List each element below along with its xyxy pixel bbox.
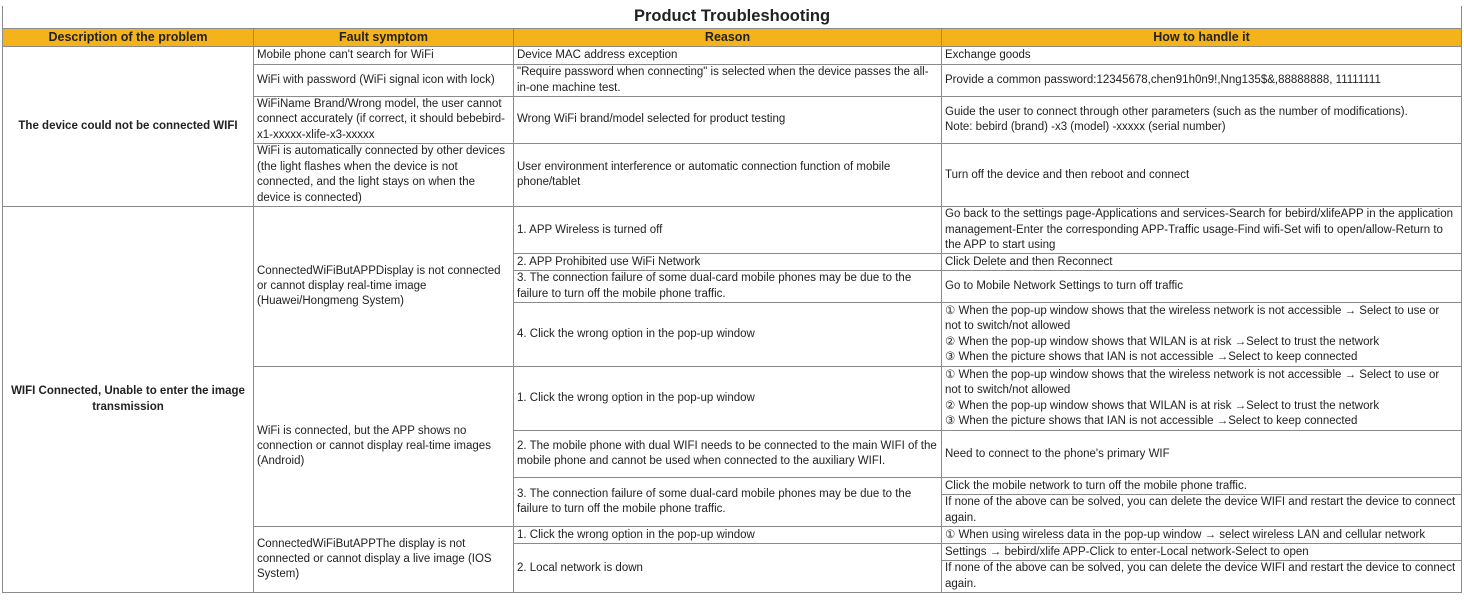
- reason-cell: 2. The mobile phone with dual WIFI needs to be connected to the main WIFI of the mobile phone and cannot be used when connected to the auxiliary WIFI.: [514, 431, 942, 478]
- handle-cell: [942, 97, 1462, 144]
- handle-line: ③ When the picture shows that IAN is not accessible →Select to keep connected: [945, 351, 1358, 364]
- handle-cell: Exchange goods: [942, 47, 1462, 65]
- reason-cell: 3. The connection failure of some dual-card mobile phones may be due to the failure to turn off the mobile phone traffic.: [514, 478, 942, 527]
- header-symptom: Fault symptom: [254, 29, 514, 47]
- handle-cell: Settings → bebird/xlife APP-Click to enter-Local network-Select to open: [942, 544, 1462, 561]
- problem-category: The device could not be connected WIFI: [3, 47, 254, 207]
- symptom-cell: WiFi is automatically connected by other devices (the light flashes when the device is not connected, and the light stays on when the device is connected): [254, 144, 514, 207]
- handle-line: ① When the pop-up window shows that the wireless network is not accessible → Select to use or not to switch/not allowed: [945, 304, 1440, 333]
- reason-cell: 3. The connection failure of some dual-card mobile phones may be due to the failure to turn off the mobile phone traffic.: [514, 271, 942, 303]
- handle-line: ② When the pop-up window shows that WILAN is at risk →Select to trust the network: [945, 399, 1380, 412]
- symptom-cell: WiFiName Brand/Wrong model, the user cannot connect accurately (if correct, it should bebebird-x1-xxxxx-xlife-x3-xxxxx: [254, 97, 514, 144]
- handle-cell: Need to connect to the phone's primary WIF: [942, 431, 1462, 478]
- table-title: Product Troubleshooting: [3, 6, 1462, 29]
- reason-cell: Wrong WiFi brand/model selected for product testing: [514, 97, 942, 144]
- symptom-cell: Mobile phone can't search for WiFi: [254, 47, 514, 65]
- reason-cell: 1. Click the wrong option in the pop-up window: [514, 367, 942, 431]
- reason-cell: 4. Click the wrong option in the pop-up window: [514, 303, 942, 367]
- handle-cell: Provide a common password:12345678,chen91h0n9!,Nng135$&,88888888, 11111111: [942, 65, 1462, 97]
- reason-cell: 1. Click the wrong option in the pop-up window: [514, 527, 942, 544]
- header-handle: How to handle it: [942, 29, 1462, 47]
- problem-category: WIFI Connected, Unable to enter the image transmission: [3, 207, 254, 593]
- reason-cell: User environment interference or automatic connection function of mobile phone/tablet: [514, 144, 942, 207]
- handle-cell: ① When using wireless data in the pop-up window → select wireless LAN and cellular network: [942, 527, 1462, 544]
- handle-cell: Turn off the device and then reboot and connect: [942, 144, 1462, 207]
- symptom-cell: ConnectedWiFiButAPPDisplay is not connected or cannot display real-time image (Huawei/Hongmeng System): [254, 207, 514, 367]
- table-row: [3, 47, 1462, 65]
- reason-cell: 1. APP Wireless is turned off: [514, 207, 942, 254]
- header-reason: Reason: [514, 29, 942, 47]
- reason-cell: "Require password when connecting" is selected when the device passes the all-in-one machine test.: [514, 65, 942, 97]
- troubleshooting-table: [2, 6, 1462, 593]
- troubleshooting-sheet: [2, 6, 1461, 593]
- handle-line: ① When the pop-up window shows that the wireless network is not accessible → Select to use or not to switch/not allowed: [945, 368, 1440, 397]
- handle-line: ③ When the picture shows that IAN is not accessible →Select to keep connected: [945, 415, 1358, 428]
- reason-cell: 2. Local network is down: [514, 544, 942, 593]
- handle-cell: [942, 303, 1462, 367]
- handle-cell: Go back to the settings page-Applications and services-Search for bebird/xlifeAPP in the application management-Enter the corresponding APP-Traffic usage-Find wifi-Set wifi to open/allow-Return to the APP to start using: [942, 207, 1462, 254]
- handle-cell: Go to Mobile Network Settings to turn off traffic: [942, 271, 1462, 303]
- symptom-cell: ConnectedWiFiButAPPThe display is not connected or cannot display a live image (IOS System): [254, 527, 514, 593]
- header-problem: Description of the problem: [3, 29, 254, 47]
- handle-cell: Click Delete and then Reconnect: [942, 254, 1462, 271]
- handle-cell: If none of the above can be solved, you can delete the device WIFI and restart the device to connect again.: [942, 495, 1462, 527]
- handle-cell: If none of the above can be solved, you can delete the device WIFI and restart the device to connect again.: [942, 561, 1462, 593]
- handle-line: Note: bebird (brand) -x3 (model) -xxxxx (serial number): [945, 121, 1226, 134]
- reason-cell: 2. APP Prohibited use WiFi Network: [514, 254, 942, 271]
- table-row: [3, 207, 1462, 254]
- handle-cell: Click the mobile network to turn off the mobile phone traffic.: [942, 478, 1462, 495]
- symptom-cell: WiFi is connected, but the APP shows no connection or cannot display real-time images (Android): [254, 367, 514, 527]
- handle-line: ② When the pop-up window shows that WILAN is at risk →Select to trust the network: [945, 335, 1380, 348]
- handle-cell: [942, 367, 1462, 431]
- handle-line: Guide the user to connect through other parameters (such as the number of modifications).: [945, 105, 1408, 118]
- reason-cell: Device MAC address exception: [514, 47, 942, 65]
- symptom-cell: WiFi with password (WiFi signal icon with lock): [254, 65, 514, 97]
